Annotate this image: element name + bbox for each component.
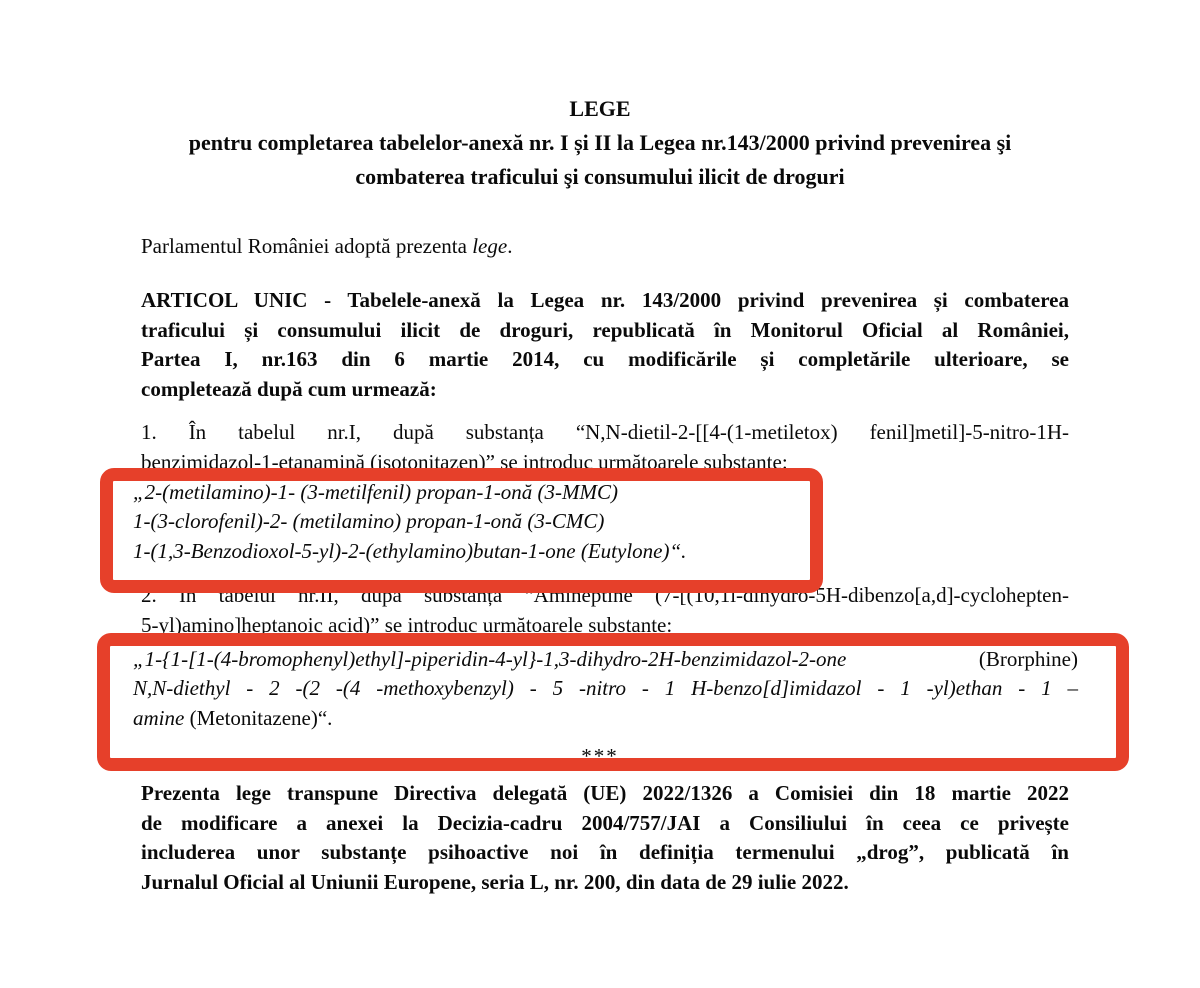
substance-line: „2-(metilamino)-1- (3-metilfenil) propan-1-onă (3-MMC) bbox=[133, 480, 619, 504]
list-item-2-line: 5-yl)amino]heptanoic acid)” se introduc următoarele substante: bbox=[141, 612, 673, 637]
substance-name: (Metonitazene) bbox=[189, 705, 318, 730]
title-line: LEGE bbox=[569, 96, 631, 121]
articol-unic-line: Partea I, nr.163 din 6 martie 2014, cu modificările și completările ulterioare, se bbox=[141, 347, 1069, 371]
document-title bbox=[0, 92, 1200, 194]
transposition-line: de modificare a anexei la Decizia-cadru 2004/757/JAI a Consiliului în ceea ce privește bbox=[141, 810, 1069, 835]
transposition-line: includerea unor substanțe psihoactive noi în definiția termenului „drog”, publicată în bbox=[141, 840, 1069, 864]
substance-line: 1-(1,3-Benzodioxol-5-yl)-2-(ethylamino)butan-1-one (Eutylone)“. bbox=[133, 538, 687, 563]
list-item-1-line: benzimidazol-1-etanamină (isotonitazen)” se introduc următoarele substanțe: bbox=[141, 449, 788, 474]
articol-unic-paragraph bbox=[141, 286, 1069, 404]
closing-quote: “. bbox=[317, 705, 333, 730]
substance-formula: „1-{1-[1-(4-bromophenyl)ethyl]-piperidin-4-yl}-1,3-dihydro-2H-benzimidazol-2-one bbox=[133, 647, 979, 671]
asterisk-separator: *** bbox=[581, 744, 619, 768]
substance-formula: N,N-diethyl - 2 -(2 -(4 -methoxybenzyl) - 5 -nitro - 1 H-benzo[d]imidazol - 1 -yl)ethan - 1 – bbox=[133, 676, 1078, 701]
transposition-paragraph bbox=[141, 779, 1069, 897]
list-item-2-line: 2. În tabelul nr.II, după substanța “Amineptine (7-[(10,1l-dihydro-5H-dibenzo[a,d]-cyclohepten- bbox=[141, 583, 1069, 607]
substance-name: (Brorphine) bbox=[978, 647, 1078, 671]
transposition-line: Jurnalul Oficial al Uniunii Europene, seria L, nr. 200, din data de 29 iulie 2022. bbox=[141, 869, 849, 894]
red-annotation-box-1 bbox=[100, 468, 823, 593]
intro-paragraph bbox=[141, 232, 1069, 262]
list-item-1-line: 1. În tabelul nr.I, după substanța “N,N-dietil-2-[[4-(1-metiletox) fenil]metil]-5-nitro-1H- bbox=[141, 420, 1069, 444]
intro-italic-word: lege bbox=[472, 234, 508, 258]
articol-unic-line: completează după cum urmează: bbox=[141, 376, 437, 401]
red-annotation-box-2 bbox=[97, 633, 1129, 771]
substance-formula: amine bbox=[133, 705, 190, 730]
intro-period: . bbox=[507, 234, 513, 258]
title-line: pentru completarea tabelelor-anexă nr. I și II la Legea nr.143/2000 privind prevenirea şi bbox=[188, 130, 1012, 155]
articol-unic-line: ARTICOL UNIC - Tabelele-anexă la Legea nr. 143/2000 privind prevenirea și combaterea bbox=[141, 288, 1069, 312]
intro-text: Parlamentul României adoptă prezenta bbox=[141, 234, 473, 258]
articol-unic-line: traficului și consumului ilicit de droguri, republicată în Monitorul Oficial al României, bbox=[141, 317, 1069, 342]
title-line: combaterea traficului şi consumului ilicit de droguri bbox=[355, 164, 845, 189]
transposition-line: Prezenta lege transpune Directiva delegată (UE) 2022/1326 a Comisiei din 18 martie 2022 bbox=[141, 781, 1069, 805]
substance-line: 1-(3-clorofenil)-2- (metilamino) propan-1-onă (3-CMC) bbox=[133, 509, 605, 534]
